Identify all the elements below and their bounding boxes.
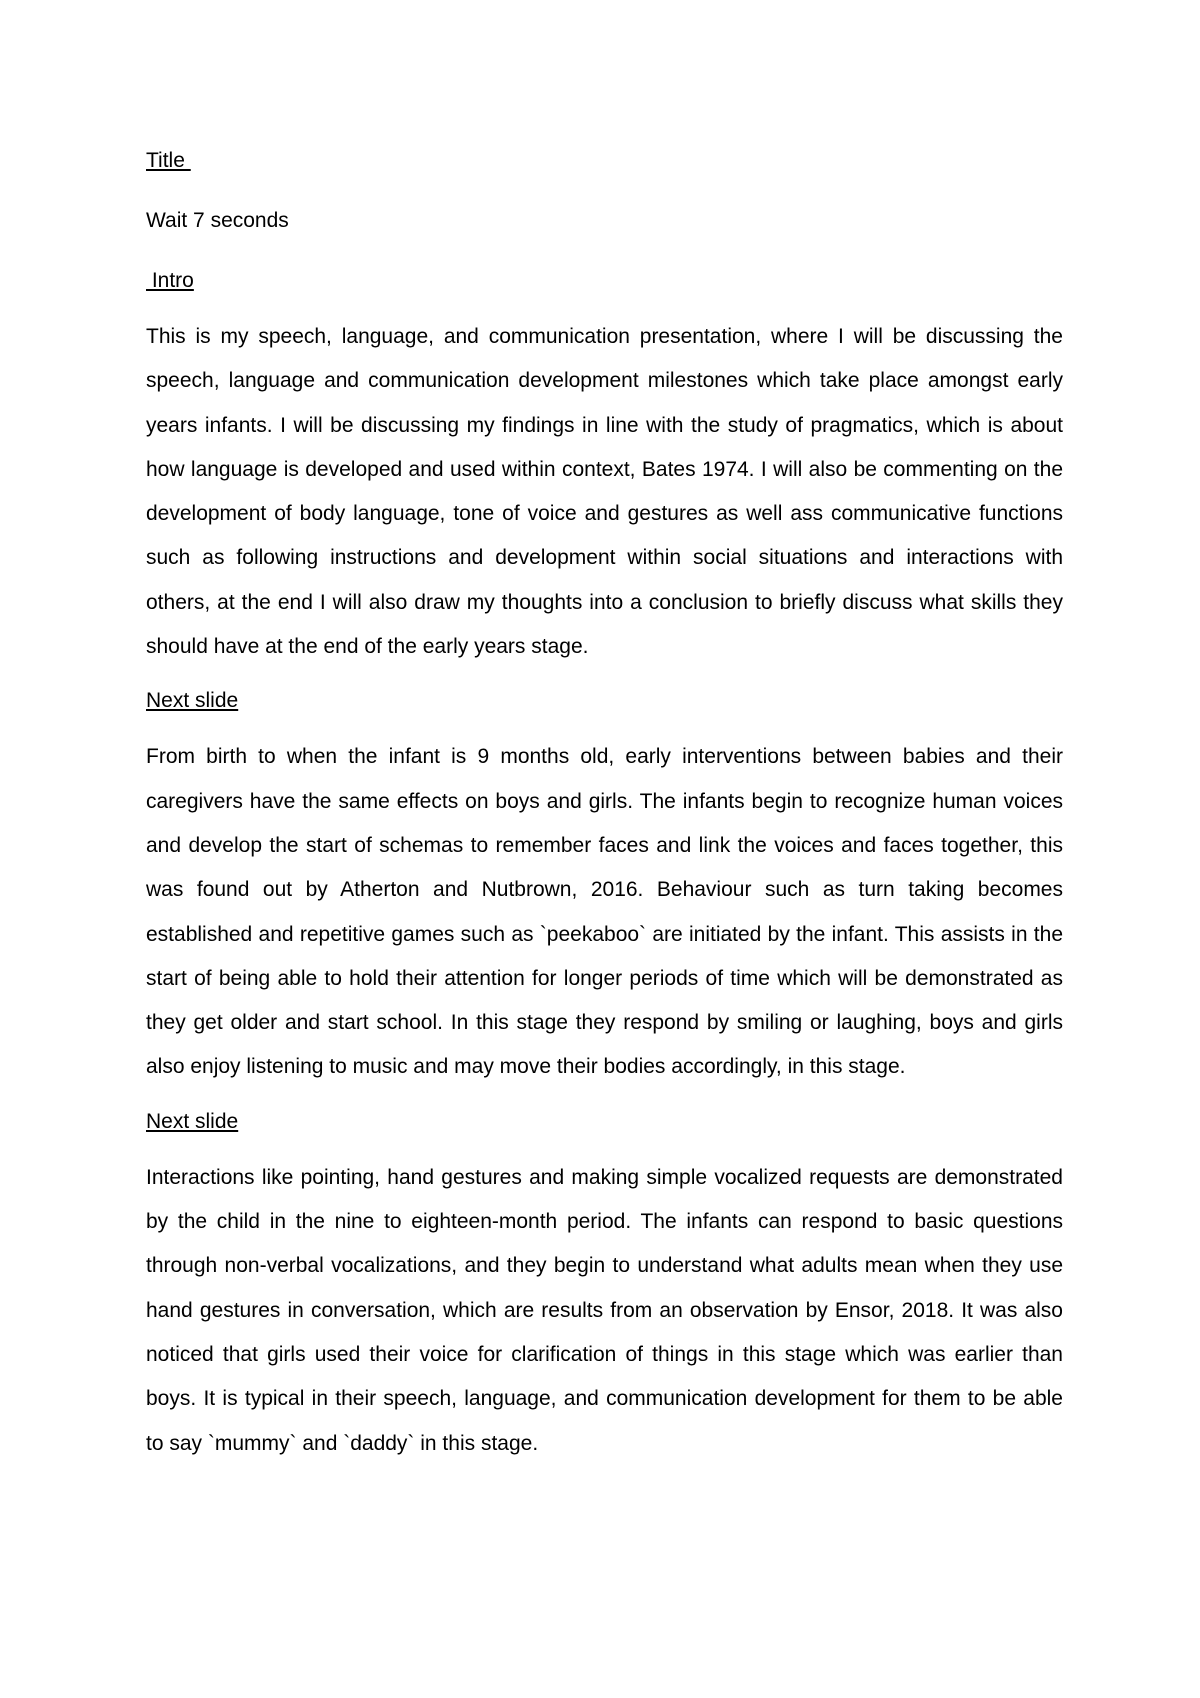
document-body (146, 146, 1063, 1466)
birth-to-9-months-paragraph: From birth to when the infant is 9 months old, early interventions between babies and their caregivers have the same effects on boys and girls. The infants begin to recognize human voices and develop the start of schemas to remember faces and link the voices and faces together, this was found out by Atherton and Nutbrown, 2016. Behaviour such as turn taking becomes established and repetitive games such as `peekaboo` are initiated by the infant. This assists in the start of being able to hold their attention for longer periods of time which will be demonstrated as they get older and start school. In this stage they respond by smiling or laughing, boys and girls also enjoy listening to music and may move their bodies accordingly, in this stage. (146, 745, 1063, 1079)
intro-paragraph: This is my speech, language, and communication presentation, where I will be discussing the speech, language and communication development milestones which take place amongst early years infants. I will be discussing my findings in line with the study of pragmatics, which is about how language is developed and used within context, Bates 1974. I will also be commenting on the development of body language, tone of voice and gestures as well ass communicative functions such as following instructions and development within social situations and interactions with others, at the end I will also draw my thoughts into a conclusion to briefly discuss what skills they should have at the end of the early years stage. (146, 325, 1063, 659)
nine-to-eighteen-months-paragraph: Interactions like pointing, hand gestures and making simple vocalized requests are demonstrated by the child in the nine to eighteen-month period. The infants can respond to basic questions through non-verbal vocalizations, and they begin to understand what adults mean when they use hand gestures in conversation, which are results from an observation by Ensor, 2018. It was also noticed that girls used their voice for clarification of things in this stage which was earlier than boys. It is typical in their speech, language, and communication development for them to be able to say `mummy` and `daddy` in this stage. (146, 1165, 1063, 1455)
next-slide-heading-2: Next slide (146, 1109, 239, 1133)
next-slide-heading-1: Next slide (146, 689, 239, 713)
title-heading: Title (146, 149, 191, 172)
wait-instruction: Wait 7 seconds (146, 209, 289, 232)
intro-heading: Intro (146, 269, 194, 292)
